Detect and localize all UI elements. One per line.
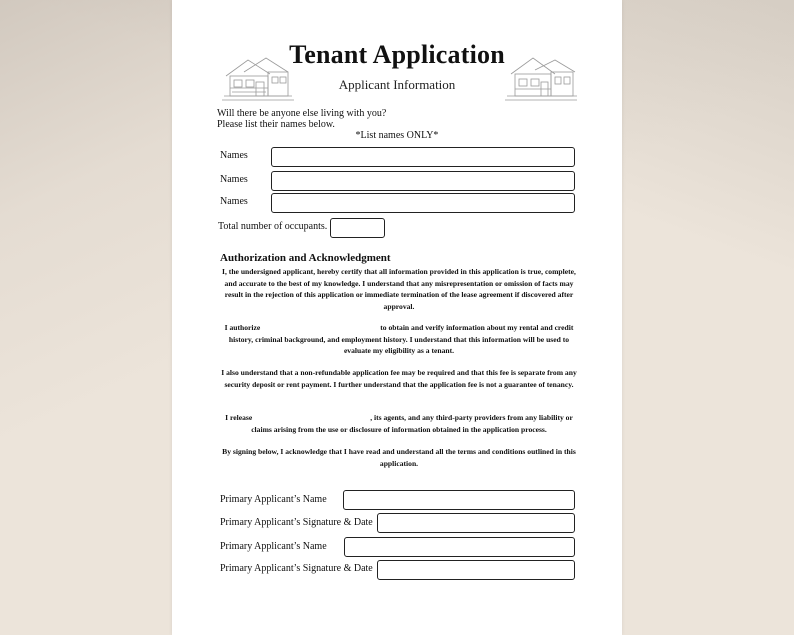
total-occupants-label: Total number of occupants. (218, 221, 328, 232)
authorization-paragraph: I authorize to obtain and verify information about my rental and credit history, criminal background, and employment history. I understand that this information will be used to evaluate my eligibility as a tenant. (224, 323, 574, 355)
fee-paragraph: I also understand that a non-refundable application fee may be required and that this fee is separate from any security deposit or rent payment. I further understand that the application fee is not a guarantee of tenancy. (221, 368, 577, 389)
primary-applicant-signature-field[interactable] (377, 560, 575, 580)
names-label: Names (220, 174, 248, 185)
names-field[interactable] (271, 171, 575, 191)
occupants-question: Will there be anyone else living with you? Please list their names below. (217, 108, 387, 130)
names-field[interactable] (271, 193, 575, 213)
primary-applicant-signature-label: Primary Applicant’s Signature & Date (220, 517, 373, 528)
list-note: *List names ONLY* (355, 130, 439, 141)
release-paragraph: I release , its agents, and any third-party providers from any liability or claims arising from the use or disclosure of information obtained in the application process. (225, 413, 573, 434)
names-label: Names (220, 196, 248, 207)
authorization-heading: Authorization and Acknowledgment (220, 252, 391, 264)
document-page (172, 0, 622, 635)
primary-applicant-name-label: Primary Applicant’s Name (220, 541, 327, 552)
page-title: Tenant Application (289, 40, 505, 69)
primary-applicant-name-field[interactable] (343, 490, 575, 510)
certification-paragraph: I, the undersigned applicant, hereby certify that all information provided in this application is true, complete, and accurate to the best of my knowledge. I understand that any misrepresentation or omission of facts may result in the rejection of this application or immediate termination of the lease agreement if discovered after approval. (222, 267, 576, 311)
primary-applicant-name-label: Primary Applicant’s Name (220, 494, 327, 505)
primary-applicant-signature-field[interactable] (377, 513, 575, 533)
primary-applicant-name-field[interactable] (344, 537, 575, 557)
total-occupants-field[interactable] (330, 218, 385, 238)
page-subtitle: Applicant Information (338, 77, 456, 92)
names-field[interactable] (271, 147, 575, 167)
primary-applicant-signature-label: Primary Applicant’s Signature & Date (220, 563, 373, 574)
acknowledgment-paragraph: By signing below, I acknowledge that I have read and understand all the terms and conditions outlined in this application. (222, 447, 576, 468)
names-label: Names (220, 150, 248, 161)
